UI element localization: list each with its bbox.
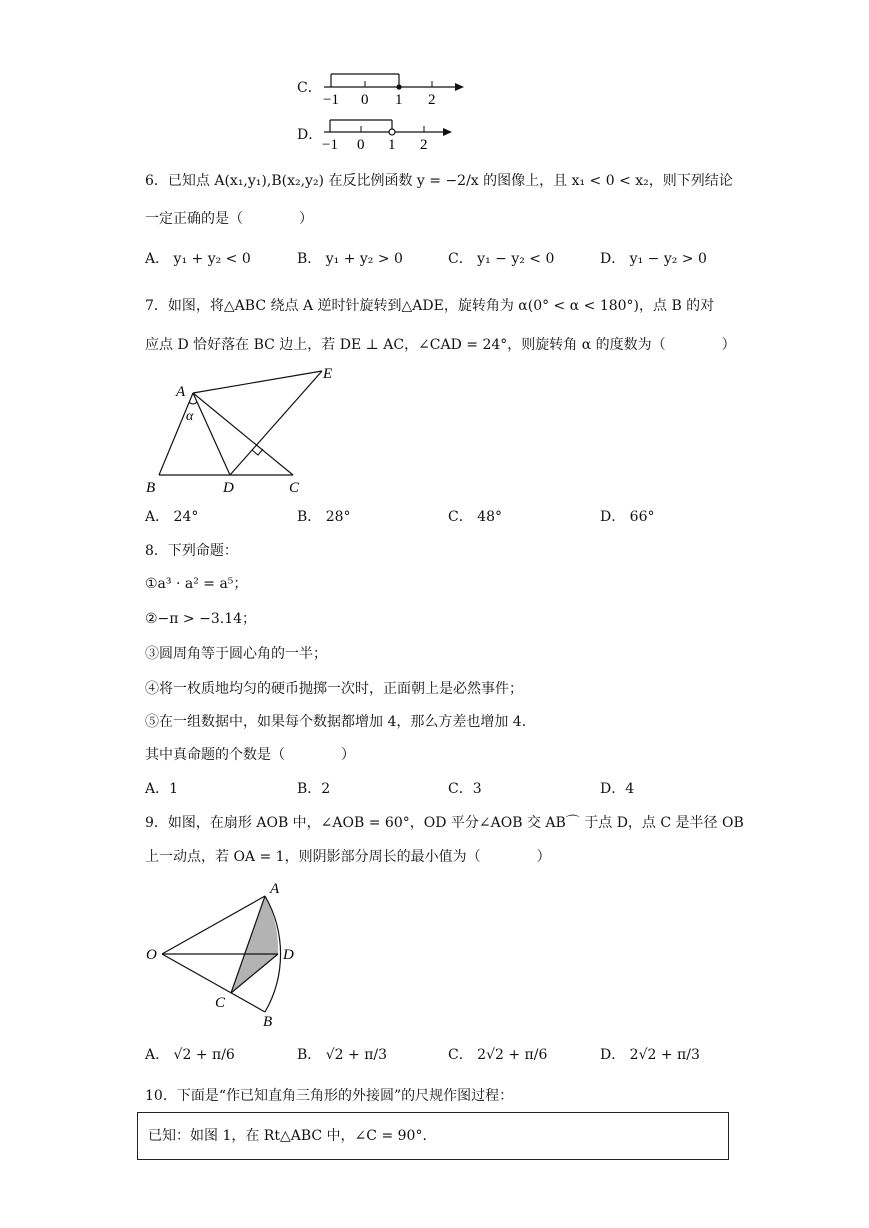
q9-option-c: C． 2√2 + π/6: [448, 1047, 548, 1063]
tick-label: 2: [428, 92, 436, 108]
q5-option-d-number-line: [318, 112, 468, 158]
label-a: A: [270, 881, 280, 897]
tick-label: 1: [388, 137, 396, 153]
label-e: E: [323, 366, 333, 382]
q8-question: 其中真命题的个数是（ ）: [145, 747, 355, 763]
label-d: D: [223, 480, 234, 496]
q7-option-d: D． 66°: [600, 509, 655, 525]
q6-stem-line1: 6．已知点 A(x₁,y₁),B(x₂,y₂) 在反比例函数 y = −2/x 的图像上，且 x₁ < 0 < x₂，则下列结论: [145, 173, 733, 189]
q6-option-d: D． y₁ − y₂ > 0: [600, 251, 707, 267]
q10-title: 10．下面是“作已知直角三角形的外接圆”的尺规作图过程：: [145, 1088, 514, 1104]
q8-option-c: C．3: [448, 781, 482, 797]
label-c: C: [289, 480, 300, 496]
tick-label: −1: [322, 137, 338, 153]
q8-item-5: ⑤在一组数据中，如果每个数据都增加 4，那么方差也增加 4．: [145, 714, 536, 730]
q9-sector-figure: [140, 876, 310, 1032]
q8-option-a: A．1: [145, 781, 179, 797]
q8-item-3: ③圆周角等于圆心角的一半；: [145, 646, 327, 662]
q7-stem-line1: 7．如图，将△ABC 绕点 A 逆时针旋转到△ADE，旋转角为 α(0° < α < 180°)，点 B 的对: [145, 298, 715, 314]
q9-stem-line1: 9．如图，在扇形 AOB 中，∠AOB = 60°，OD 平分∠AOB 交 AB⌒ 于点 D，点 C 是半径 OB: [145, 815, 744, 831]
tick-label: −1: [323, 92, 339, 108]
q10-given-box: [137, 1112, 729, 1160]
tick-label: 0: [357, 137, 365, 153]
q6-option-c: C． y₁ − y₂ < 0: [448, 251, 555, 267]
q7-option-b: B． 28°: [297, 509, 351, 525]
q10-given-text: 已知：如图 1，在 Rt△ABC 中，∠C = 90°．: [148, 1128, 437, 1144]
q5-option-c-number-line: [318, 66, 478, 112]
q6-stem-line2: 一定正确的是（ ）: [145, 211, 313, 227]
q7-option-a: A． 24°: [145, 509, 199, 525]
q8-item-4: ④将一枚质地均匀的硬币抛掷一次时，正面朝上是必然事件；: [145, 681, 523, 697]
q7-option-c: C． 48°: [448, 509, 502, 525]
q8-title: 8．下列命题：: [145, 543, 238, 559]
q9-option-d: D． 2√2 + π/3: [600, 1047, 700, 1063]
q7-stem-line2: 应点 D 恰好落在 BC 边上，若 DE ⊥ AC，∠CAD = 24°，则旋转角 α 的度数为（ ）: [145, 337, 736, 353]
label-b: B: [263, 1014, 273, 1030]
tick-label: 2: [420, 137, 428, 153]
q8-item-2: ②−π > −3.14；: [145, 611, 257, 627]
label-o: O: [146, 947, 157, 963]
tick-label: 1: [395, 92, 403, 108]
q9-option-a: A． √2 + π/6: [145, 1047, 235, 1063]
q7-triangle-figure: [140, 362, 350, 500]
label-d: D: [283, 947, 294, 963]
label-a: A: [176, 384, 186, 400]
q5-option-c-label: C．: [297, 80, 322, 96]
q5-option-d-label: D．: [297, 127, 323, 143]
q9-stem-line2: 上一动点，若 OA = 1，则阴影部分周长的最小值为（ ）: [145, 849, 551, 865]
label-alpha: α: [186, 409, 194, 424]
q9-option-b: B． √2 + π/3: [297, 1047, 388, 1063]
q6-option-b: B． y₁ + y₂ > 0: [297, 251, 403, 267]
label-c: C: [215, 995, 226, 1011]
q6-option-a: A． y₁ + y₂ < 0: [145, 251, 251, 267]
tick-label: 0: [361, 92, 369, 108]
q8-option-d: D．4: [600, 781, 635, 797]
q8-item-1: ①a³ · a² = a⁵；: [145, 576, 248, 592]
label-b: B: [146, 480, 156, 496]
q8-option-b: B．2: [297, 781, 331, 797]
